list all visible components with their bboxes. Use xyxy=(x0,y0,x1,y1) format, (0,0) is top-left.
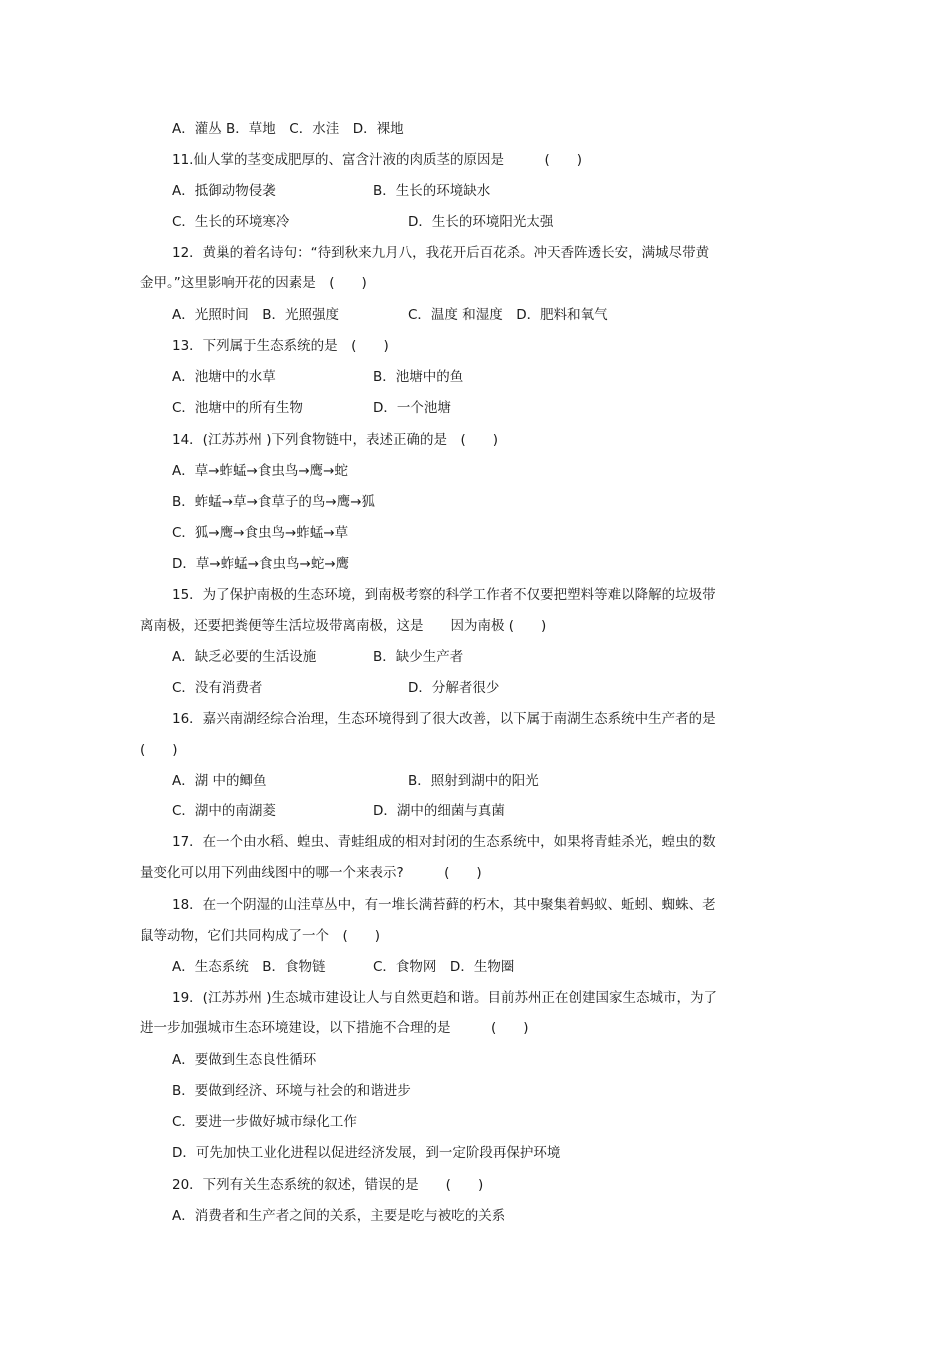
q15-option-b: B．缺少生产者 xyxy=(373,649,464,665)
q17-stem: 17．在一个由水稻、蝗虫、青蛙组成的相对封闭的生态系统中，如果将青蛙杀光，蝗虫的数 xyxy=(172,834,716,850)
q11-option-a: A．抵御动物侵袭 xyxy=(172,183,276,199)
q19-option-b: B．要做到经济、环境与社会的和谐进步 xyxy=(172,1083,411,1099)
q11-option-d: D．生长的环境阳光太强 xyxy=(408,214,554,230)
q18-stem-cont: 鼠等动物，它们共同构成了一个 ( ) xyxy=(140,928,381,944)
q15-option-d: D．分解者很少 xyxy=(408,680,500,696)
q10-options: A．灌丛 B．草地 C．水洼 D．裸地 xyxy=(172,121,404,137)
q19-option-d: D．可先加快工业化进程以促进经济发展，到一定阶段再保护环境 xyxy=(172,1145,561,1161)
q14-option-c: C．狐→鹰→食虫鸟→蚱蜢→草 xyxy=(172,525,349,541)
q19-option-a: A．要做到生态良性循环 xyxy=(172,1052,317,1068)
q13-option-b: B．池塘中的鱼 xyxy=(373,369,464,385)
q19-option-c: C．要进一步做好城市绿化工作 xyxy=(172,1114,357,1130)
q16-stem-cont: ( ) xyxy=(140,742,178,758)
q12-stem-cont: 金甲。”这里影响开花的因素是 ( ) xyxy=(140,275,367,291)
q19-stem-cont: 进一步加强城市生态环境建设，以下措施不合理的是 ( ) xyxy=(140,1020,529,1036)
q14-option-d: D．草→蚱蜢→食虫鸟→蛇→鹰 xyxy=(172,556,350,572)
q15-stem-cont: 离南极，还要把粪便等生活垃圾带离南极，这是 因为南极 ( ) xyxy=(140,618,547,634)
q13-option-c: C．池塘中的所有生物 xyxy=(172,400,303,416)
q20-stem: 20．下列有关生态系统的叙述，错误的是 ( ) xyxy=(172,1177,484,1193)
q16-option-c: C．湖中的南湖菱 xyxy=(172,803,276,819)
q16-option-d: D．湖中的细菌与真菌 xyxy=(373,803,505,819)
q11-option-c: C．生长的环境寒冷 xyxy=(172,214,290,230)
q12-stem: 12．黄巢的着名诗句：“待到秋来九月八，我花开后百花杀。冲天香阵透长安，满城尽带黄 xyxy=(172,245,710,261)
q19-stem: 19．(江苏苏州 )生态城市建设让人与自然更趋和谐。目前苏州正在创建国家生态城市，为了 xyxy=(172,990,718,1006)
q16-option-b: B．照射到湖中的阳光 xyxy=(408,773,539,789)
q12-options-ab: A．光照时间 B．光照强度 xyxy=(172,307,339,323)
q14-stem: 14．(江苏苏州 )下列食物链中，表述正确的是 ( ) xyxy=(172,432,499,448)
q12-options-cd: C．温度 和湿度 D．肥料和氧气 xyxy=(408,307,608,323)
q14-option-b: B．蚱蜢→草→食草子的鸟→鹰→狐 xyxy=(172,494,376,510)
q17-stem-cont: 量变化可以用下列曲线图中的哪一个来表示? ( ) xyxy=(140,865,482,881)
q13-stem: 13．下列属于生态系统的是 ( ) xyxy=(172,338,389,354)
q20-option-a: A．消费者和生产者之间的关系，主要是吃与被吃的关系 xyxy=(172,1208,506,1224)
q15-stem: 15．为了保护南极的生态环境，到南极考察的科学工作者不仅要把塑料等难以降解的垃圾带 xyxy=(172,587,716,603)
q18-options-cd: C．食物网 D．生物圈 xyxy=(373,959,515,975)
q15-option-c: C．没有消费者 xyxy=(172,680,263,696)
q16-option-a: A．湖 中的鲫鱼 xyxy=(172,773,267,789)
q16-stem: 16．嘉兴南湖经综合治理，生态环境得到了很大改善，以下属于南湖生态系统中生产者的是 xyxy=(172,711,716,727)
q11-option-b: B．生长的环境缺水 xyxy=(373,183,491,199)
q13-option-a: A．池塘中的水草 xyxy=(172,369,276,385)
q18-options-ab: A．生态系统 B．食物链 xyxy=(172,959,326,975)
q11-stem: 11.仙人掌的茎变成肥厚的、富含汁液的肉质茎的原因是 ( ) xyxy=(172,152,583,168)
q18-stem: 18．在一个阴湿的山洼草丛中，有一堆长满苔藓的朽木，其中聚集着蚂蚁、蚯蚓、蜘蛛、老 xyxy=(172,897,716,913)
q15-option-a: A．缺乏必要的生活设施 xyxy=(172,649,317,665)
q14-option-a: A．草→蚱蜢→食虫鸟→鹰→蛇 xyxy=(172,463,348,479)
q13-option-d: D．一个池塘 xyxy=(373,400,451,416)
